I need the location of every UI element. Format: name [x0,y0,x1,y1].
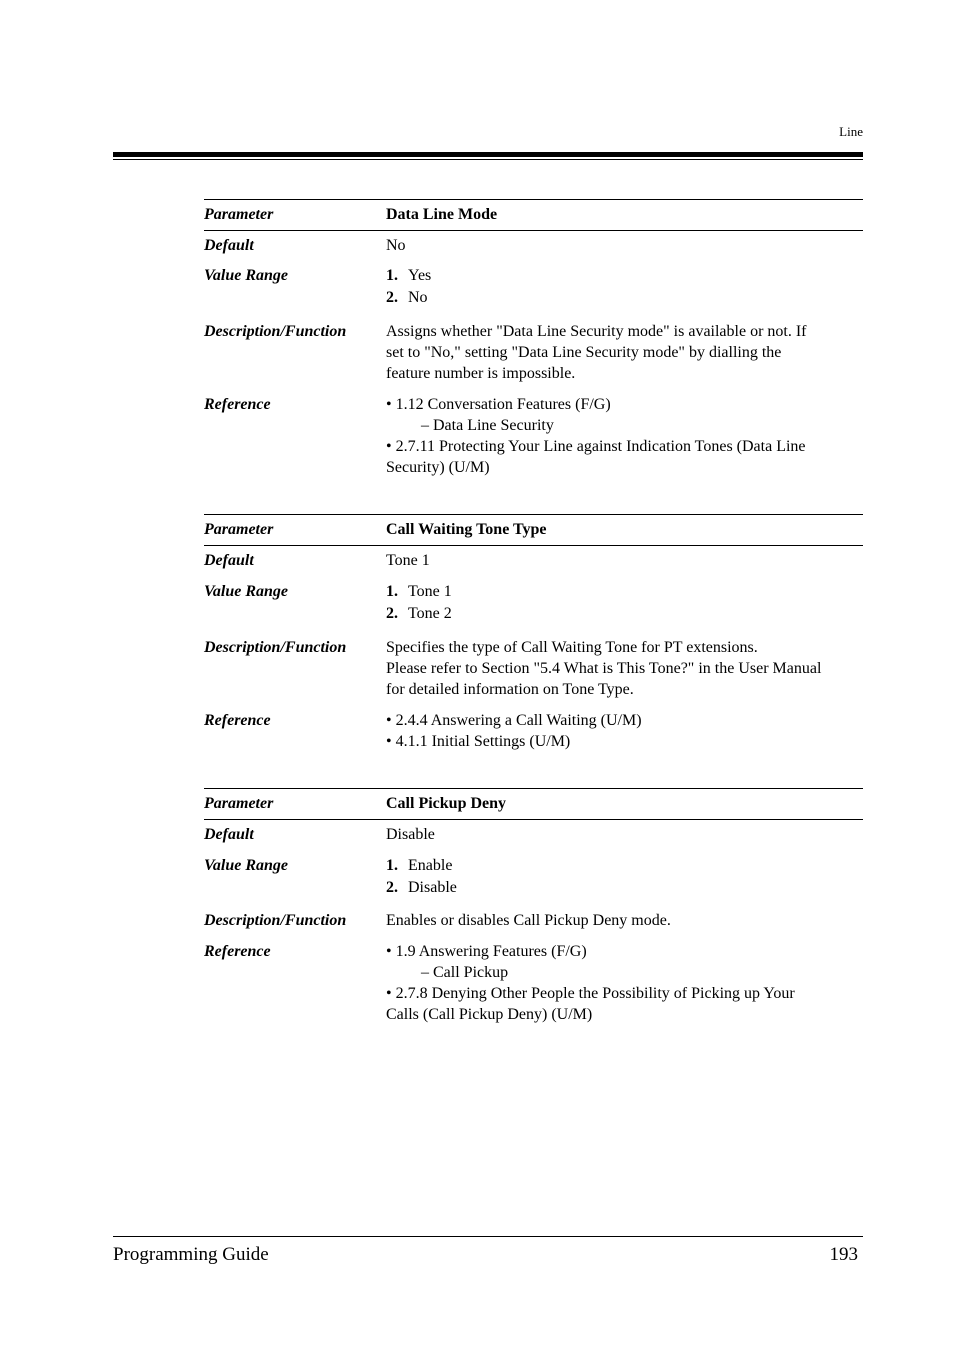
parameter-name: Call Waiting Tone Type [386,521,547,538]
reference-list [386,710,863,752]
value-range-list [386,265,863,309]
parameter-label: Parameter [204,795,274,812]
header-rule-thin [113,159,863,160]
header-rule-thick [113,152,863,157]
description-label: Description/Function [204,912,347,929]
description-text: Specifies the type of Call Waiting Tone for PT extensions. Please refer to Section "5.4 What is This Tone?" in the User Manual for detailed information on Tone Type. [386,639,822,698]
footer-rule [113,1236,863,1237]
description-label: Description/Function [204,639,347,656]
description-label: Description/Function [204,323,347,340]
reference-item: • 1.9 Answering Features (F/G) [386,943,587,960]
parameter-name: Call Pickup Deny [386,795,507,812]
block-top-rule [204,788,863,789]
value-range-item: 1. Tone 1 [386,583,452,600]
reference-label: Reference [204,943,271,960]
parameter-label: Parameter [204,206,274,223]
reference-item: • 2.7.11 Protecting Your Line against Indication Tones (Data Line [386,438,806,455]
reference-label: Reference [204,396,271,413]
reference-subitem: – Data Line Security [421,417,554,434]
reference-item: • 2.4.4 Answering a Call Waiting (U/M) [386,712,642,729]
reference-item: • 1.12 Conversation Features (F/G) [386,396,611,413]
reference-item: Calls (Call Pickup Deny) (U/M) [386,1006,593,1023]
default-value: Disable [386,826,435,843]
footer-title: Programming Guide [113,1244,269,1265]
block-header-rule [204,545,863,546]
block-header-rule [204,819,863,820]
reference-item: Security) (U/M) [386,459,490,476]
value-range-item: 2. No [386,289,428,306]
description-text: Assigns whether "Data Line Security mode" is available or not. If set to "No," setting "Data Line Security mode" by dialling the feature number is impossible. [386,323,807,382]
value-range-label: Value Range [204,857,289,874]
parameter-block-data-line-mode [204,199,863,489]
block-header-rule [204,230,863,231]
value-range-item: 1. Yes [386,267,432,284]
parameter-block-call-waiting-tone-type [204,514,863,764]
parameter-label: Parameter [204,521,274,538]
value-range-item: 2. Disable [386,879,457,896]
page-number: 193 [829,1244,858,1265]
value-range-label: Value Range [204,583,289,600]
default-value: No [386,237,406,254]
reference-subitem: – Call Pickup [421,964,509,981]
value-range-item: 2. Tone 2 [386,605,452,622]
parameter-name: Data Line Mode [386,206,498,223]
default-label: Default [204,552,254,569]
default-label: Default [204,237,254,254]
value-range-list [386,855,863,899]
reference-list [386,941,863,1025]
value-range-label: Value Range [204,267,289,284]
reference-label: Reference [204,712,271,729]
value-range-list [386,581,863,625]
block-top-rule [204,199,863,200]
description-text: Enables or disables Call Pickup Deny mode. [386,912,671,929]
value-range-item: 1. Enable [386,857,453,874]
block-top-rule [204,514,863,515]
running-header-section: Line [839,124,863,139]
parameter-block-call-pickup-deny [204,788,863,1038]
default-value: Tone 1 [386,552,430,569]
reference-item: • 2.7.8 Denying Other People the Possibility of Picking up Your [386,985,795,1002]
reference-list [386,394,863,478]
default-label: Default [204,826,254,843]
reference-item: • 4.1.1 Initial Settings (U/M) [386,733,571,750]
